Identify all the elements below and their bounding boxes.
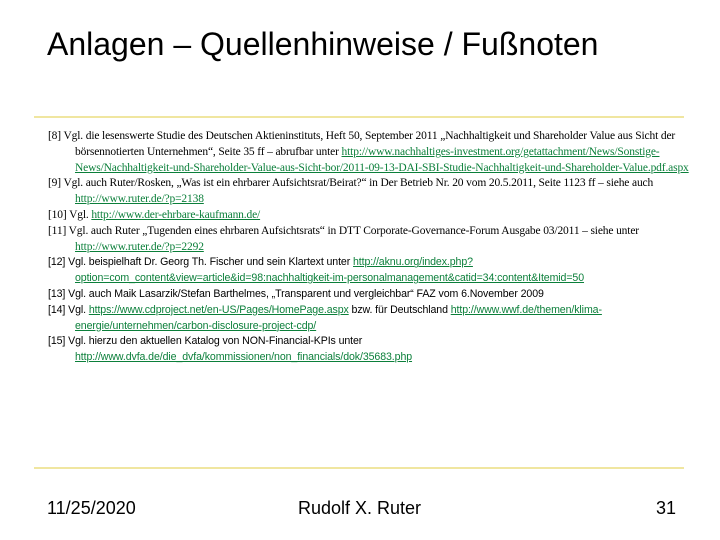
reference-link[interactable]: http://aknu.org/index.php?option=com_content&view=article&id=98:nachhaltigkeit-im-personalmanagement&catid=34:content&Itemid=50 xyxy=(75,256,585,285)
reference-link[interactable]: http://www.nachhaltiges-investment.org/getattachment/News/Sonstige-News/Nachhaltigkeit-und-Shareholder-Value-aus-Sicht-bor/2011-09-13-DAI-SBI-Studie-Nachhaltigkeit-und-Shareholder-Value.pdf.aspx xyxy=(75,145,689,174)
reference-text-connector: bzw. für Deutschland xyxy=(348,303,451,316)
reference-text: [8] Vgl. die lesenswerte Studie des Deutschen Aktieninstituts, Heft 50, September 2011 „Nachhaltigkeit und Shareholder Value aus Sicht der börsennotierten Unternehmen“, Seite 35 ff – abrufbar unter xyxy=(48,130,676,158)
bottom-divider xyxy=(34,467,684,469)
page-number: 31 xyxy=(656,498,677,518)
reference-text: [9] Vgl. auch Ruter/Rosken, „Was ist ein ehrbarer Aufsichtsrat/Beirat?“ in Der Betrieb Nr. 20 vom 20.5.2011, Seite 1123 ff – siehe auch xyxy=(48,177,654,190)
slide-title: Anlagen – Quellenhinweise / Fußnoten xyxy=(47,26,599,62)
reference-link[interactable]: http://www.dvfa.de/die_dvfa/kommissionen/non_financials/dok/35683.php xyxy=(75,351,413,364)
reference-11 xyxy=(48,224,698,256)
reference-13 xyxy=(48,287,698,303)
reference-text: [10] Vgl. xyxy=(48,208,92,221)
reference-12 xyxy=(48,255,698,287)
reference-10 xyxy=(48,208,698,224)
references-list xyxy=(48,129,698,366)
reference-link[interactable]: http://www.ruter.de/?p=2292 xyxy=(75,240,204,253)
reference-link[interactable]: https://www.cdproject.net/en-US/Pages/HomePage.aspx xyxy=(88,303,349,316)
reference-text: [11] Vgl. auch Ruter „Tugenden eines ehrbaren Aufsichtsrats“ in DTT Corporate-Governance-Forum Ausgabe 03/2011 – siehe unter xyxy=(48,224,639,237)
reference-9 xyxy=(48,176,698,208)
top-divider xyxy=(34,116,684,118)
footer-author: Rudolf X. Ruter xyxy=(298,498,422,518)
reference-text: [13] Vgl. auch Maik Lasarzik/Stefan Barthelmes, „Transparent und vergleichbar“ FAZ vom 6.November 2009 xyxy=(48,287,544,300)
reference-text: [14] Vgl. xyxy=(48,303,89,316)
reference-8 xyxy=(48,129,698,176)
reference-link-2[interactable]: http://www.wwf.de/themen/klima-energie/unternehmen/carbon-disclosure-project-cdp/ xyxy=(75,303,602,332)
reference-14 xyxy=(48,303,698,335)
reference-link[interactable]: http://www.der-ehrbare-kaufmann.de/ xyxy=(91,208,261,221)
footer-date: 11/25/2020 xyxy=(47,498,136,518)
reference-link[interactable]: http://www.ruter.de/?p=2138 xyxy=(75,193,204,206)
reference-text: [12] Vgl. beispielhaft Dr. Georg Th. Fischer und sein Klartext unter xyxy=(48,256,353,269)
reference-text: [15] Vgl. hierzu den aktuellen Katalog von NON-Financial-KPIs unter xyxy=(48,335,363,348)
reference-15 xyxy=(48,334,698,366)
